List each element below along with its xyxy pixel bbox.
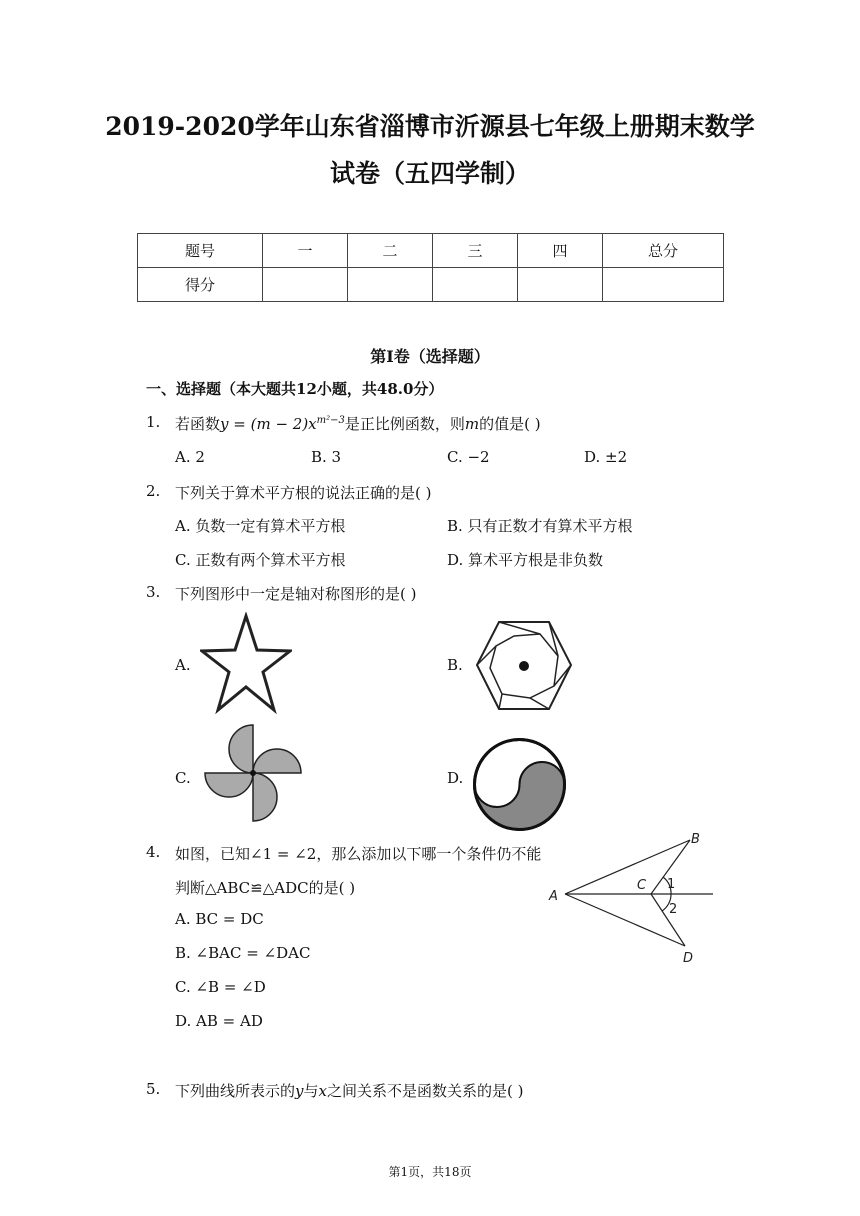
q3-number: 3. xyxy=(146,583,161,601)
q1-option-d: D. ±2 xyxy=(584,448,628,466)
score-cell xyxy=(433,268,518,302)
q3-option-b: B. xyxy=(447,656,463,674)
q1-exponent: m²−3 xyxy=(316,415,345,426)
q4-number: 4. xyxy=(146,843,161,861)
score-table-score-row xyxy=(138,268,724,302)
q2-option-a: A. 负数一定有算术平方根 xyxy=(175,517,346,535)
score-cell xyxy=(603,268,724,302)
page-footer: 第1页，共18页 xyxy=(388,1165,472,1179)
q2-option-b: B. 只有正数才有算术平方根 xyxy=(447,517,633,535)
q5-x: x xyxy=(318,1082,327,1100)
volume-heading: 第I卷（选择题） xyxy=(370,347,490,366)
score-header-cell: 一 xyxy=(263,234,348,268)
doc-title-line1: 2019-2020学年山东省淄博市沂源县七年级上册期末数学 xyxy=(105,112,755,141)
doc-title-line2: 试卷（五四学制） xyxy=(329,159,530,188)
score-row-label: 得分 xyxy=(138,268,263,302)
score-cell xyxy=(263,268,348,302)
score-header-cell: 四 xyxy=(518,234,603,268)
score-cell xyxy=(348,268,433,302)
q1-var: m xyxy=(464,415,480,433)
label-b: B xyxy=(691,832,700,847)
q3-text: 下列图形中一定是轴对称图形的是( ) xyxy=(175,585,417,603)
q4-option-a: A. BC = DC xyxy=(175,910,264,928)
q5-pre: 下列曲线所表示的 xyxy=(175,1082,296,1100)
triangle-figure xyxy=(545,826,720,971)
score-header-cell: 总分 xyxy=(603,234,724,268)
q1-pre: 若函数 xyxy=(175,415,221,433)
q1-number: 1. xyxy=(146,413,161,431)
q4-option-c: C. ∠B = ∠D xyxy=(175,978,266,996)
q1-expression: y = (m − 2)x xyxy=(220,415,317,433)
q1-option-a: A. 2 xyxy=(175,448,205,466)
score-cell xyxy=(518,268,603,302)
q3-option-d: D. xyxy=(447,769,464,787)
q2-number: 2. xyxy=(146,482,161,500)
pinwheel-figure xyxy=(200,722,306,826)
q5-number: 5. xyxy=(146,1080,161,1098)
hexagon-figure xyxy=(474,618,574,713)
label-d: D xyxy=(683,951,694,966)
angle-label-2: 2 xyxy=(669,902,678,917)
score-header-cell: 题号 xyxy=(138,234,263,268)
score-header-cell: 三 xyxy=(433,234,518,268)
q1-text xyxy=(175,413,541,434)
q4-line2: 判断△ABC≌△ADC的是( ) xyxy=(175,879,356,897)
part-heading: 一、选择题（本大题共12小题，共48.0分） xyxy=(146,380,444,398)
q5-y: y xyxy=(295,1082,304,1100)
q5-text xyxy=(175,1080,523,1101)
q1-post: 是正比例函数，则 xyxy=(344,415,465,433)
q1-option-b: B. 3 xyxy=(311,448,342,466)
q3-option-a: A. xyxy=(175,656,191,674)
label-a: A xyxy=(549,889,558,904)
star-figure xyxy=(200,612,292,714)
score-table xyxy=(137,233,724,302)
q2-option-c: C. 正数有两个算术平方根 xyxy=(175,551,346,569)
yinyang-figure xyxy=(472,737,567,832)
q3-option-c: C. xyxy=(175,769,191,787)
label-c: C xyxy=(637,878,647,893)
angle-label-1: 1 xyxy=(667,877,676,892)
score-header-cell: 二 xyxy=(348,234,433,268)
q2-text: 下列关于算术平方根的说法正确的是( ) xyxy=(175,484,432,502)
q5-mid: 与 xyxy=(303,1082,319,1100)
q2-option-d: D. 算术平方根是非负数 xyxy=(447,551,604,569)
q4-option-d: D. AB = AD xyxy=(175,1012,263,1030)
q1-option-c: C. −2 xyxy=(447,448,490,466)
q5-post: 之间关系不是函数关系的是( ) xyxy=(326,1082,524,1100)
score-table-header-row xyxy=(138,234,724,268)
q1-tail: 的值是( ) xyxy=(479,415,541,433)
q4-line1: 如图，已知∠1 = ∠2，那么添加以下哪一个条件仍不能 xyxy=(175,845,542,863)
q4-option-b: B. ∠BAC = ∠DAC xyxy=(175,944,311,962)
